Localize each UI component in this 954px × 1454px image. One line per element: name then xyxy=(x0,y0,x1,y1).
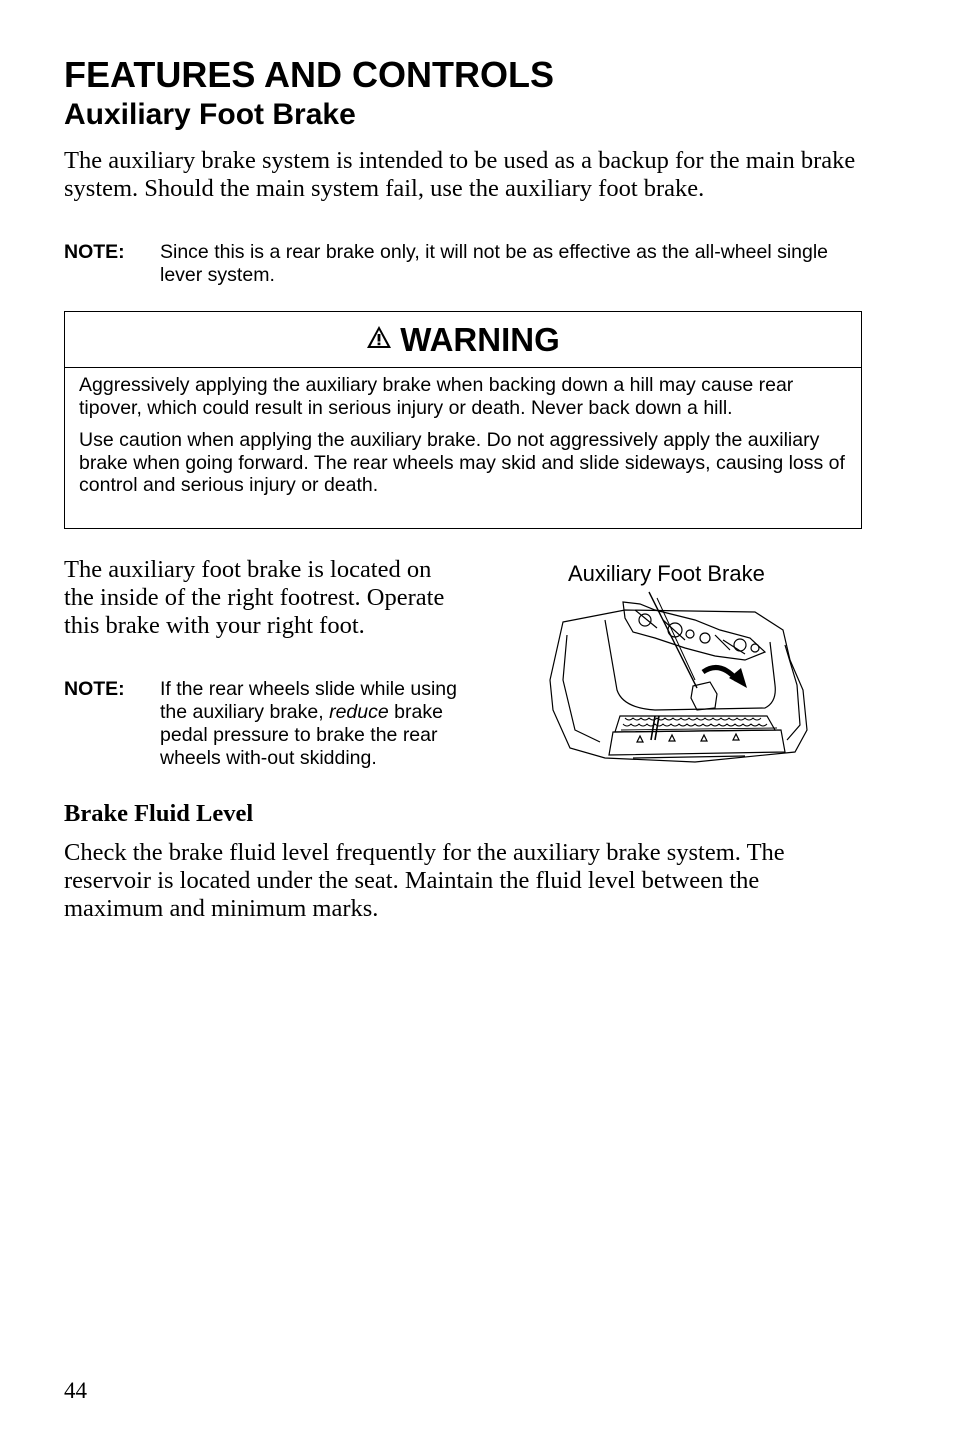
page-title: FEATURES AND CONTROLS xyxy=(64,54,554,95)
warning-paragraph-1: Aggressively applying the auxiliary brake when backing down a hill may cause rear tipover, which could result in serious injury or death. Never back down a hill. xyxy=(79,374,794,419)
brake-fluid-paragraph: Check the brake fluid level frequently for the auxiliary brake system. The reservoir is located under the seat. Maintain the fluid level between the maximum and minimum marks. xyxy=(64,839,785,922)
note-rear-brake xyxy=(64,241,884,289)
foot-brake-illustration xyxy=(545,590,815,780)
warning-header xyxy=(65,312,861,368)
brake-fluid-heading: Brake Fluid Level xyxy=(64,800,254,827)
note-wheel-slide xyxy=(64,678,484,793)
section-title: Auxiliary Foot Brake xyxy=(64,98,356,131)
intro-paragraph: The auxiliary brake system is intended to be used as a backup for the main brake system. Should the main system fail, use the auxiliary foot brake. xyxy=(64,147,856,202)
warning-body xyxy=(65,368,861,497)
warning-box xyxy=(64,311,862,529)
warning-paragraph-2: Use caution when applying the auxiliary brake. Do not aggressively apply the auxiliary brake when going forward. The rear wheels may skid and slide sideways, causing loss of control and serious injury or death. xyxy=(79,429,845,496)
page-number: 44 xyxy=(64,1378,87,1403)
note-text-end: brake pedal pressure to brake the rear wheels with-out skidding. xyxy=(160,701,443,769)
warning-triangle-icon xyxy=(366,325,392,354)
note-text xyxy=(160,678,480,770)
location-paragraph: The auxiliary foot brake is located on the inside of the right footrest. Operate this brake with your right foot. xyxy=(64,556,445,639)
note-text-start: If the rear wheels slide while using the auxiliary brake, xyxy=(160,678,457,723)
note-label: NOTE: xyxy=(64,241,125,263)
warning-title: WARNING xyxy=(400,320,560,358)
note-label: NOTE: xyxy=(64,678,125,700)
note-text-emphasis: reduce xyxy=(329,701,389,723)
note-text: Since this is a rear brake only, it will not be as effective as the all-wheel single lever system. xyxy=(160,241,829,286)
figure-caption: Auxiliary Foot Brake xyxy=(568,561,765,586)
